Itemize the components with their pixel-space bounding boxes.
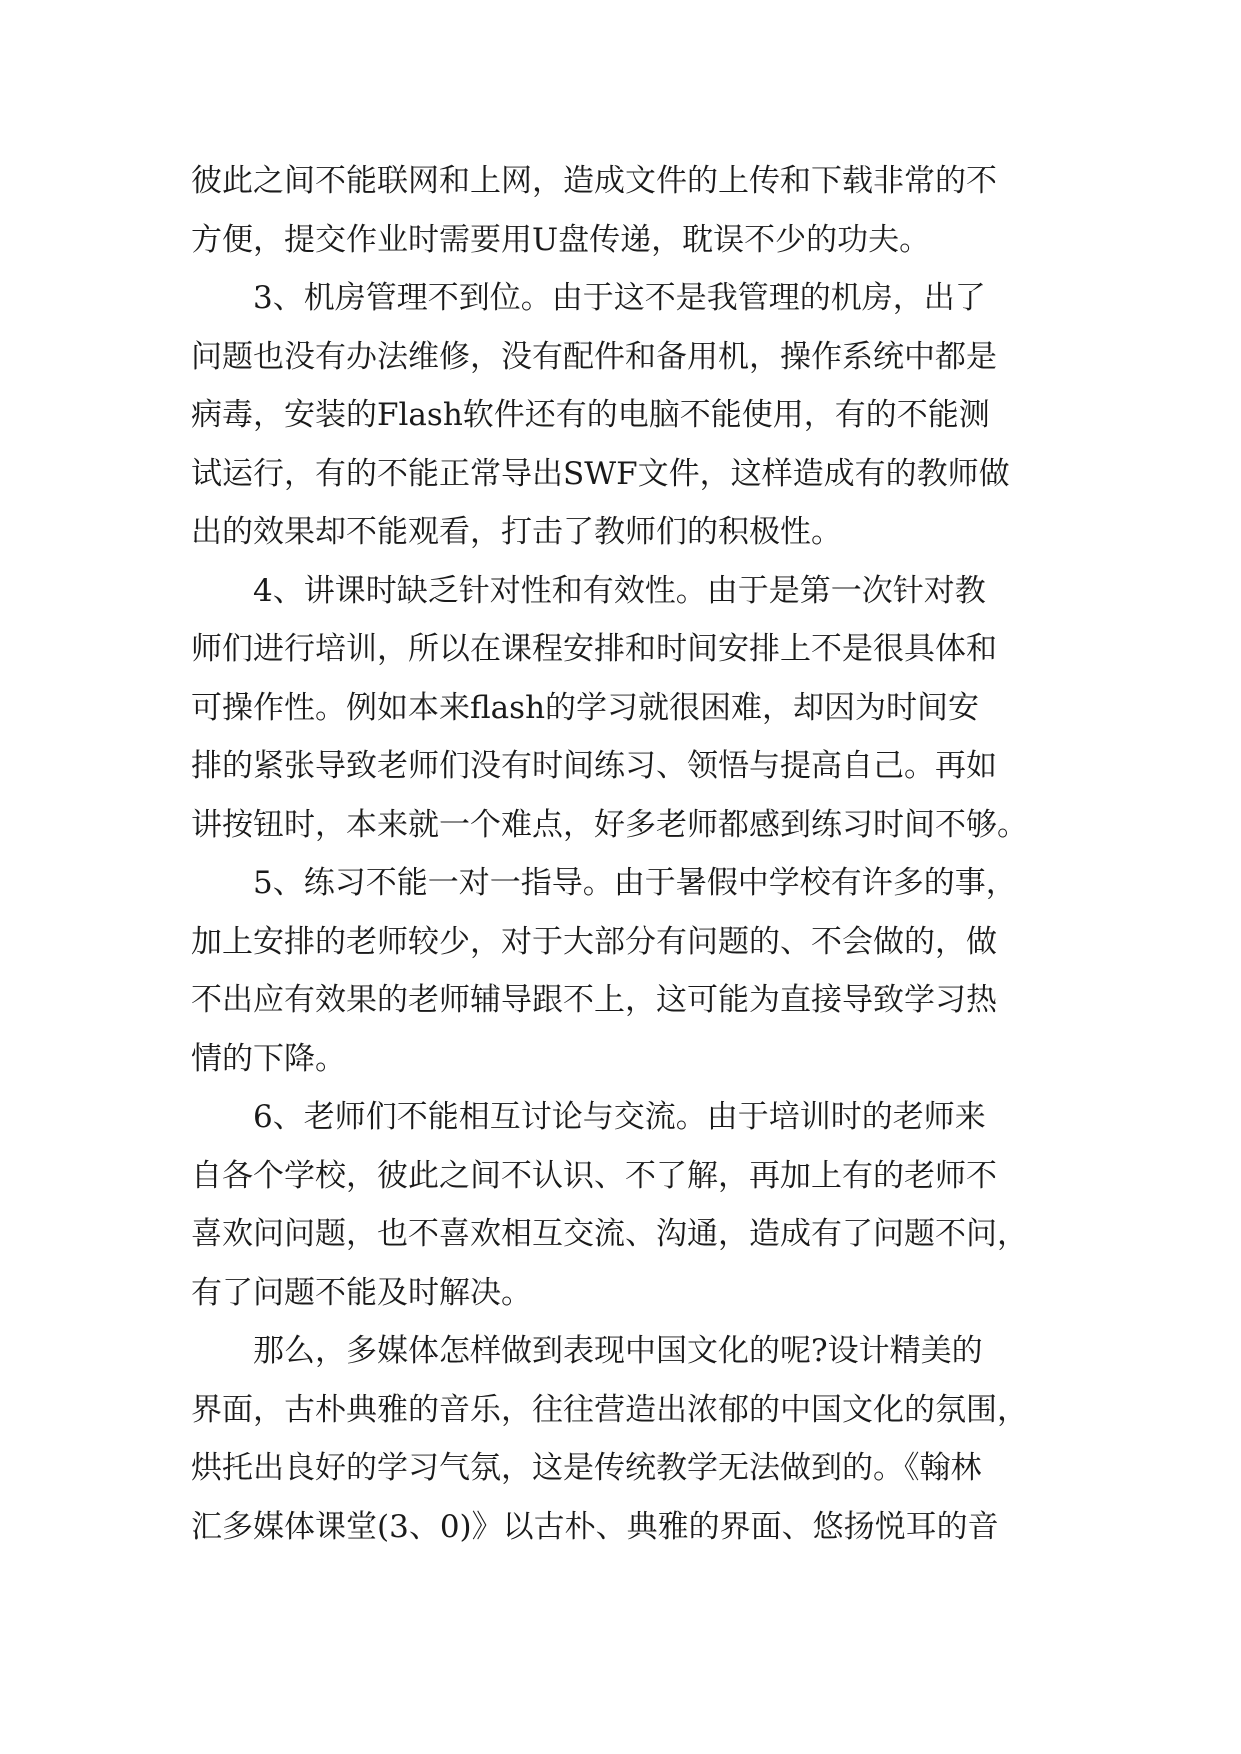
text-line: 界面，古朴典雅的音乐，往往营造出浓郁的中国文化的氛围， xyxy=(191,1391,1028,1428)
text-line: 试运行，有的不能正常导出SWF文件，这样造成有的教师做 xyxy=(191,455,1010,492)
text-line: 问题也没有办法维修，没有配件和备用机，操作系统中都是 xyxy=(191,338,997,375)
text-line: 排的紧张导致老师们没有时间练习、领悟与提高自己。再如 xyxy=(191,748,997,784)
text-line: 加上安排的老师较少，对于大部分有问题的、不会做的，做 xyxy=(191,923,997,960)
paragraph-start-line: 3、机房管理不到位。由于这不是我管理的机房，出了 xyxy=(253,280,986,316)
paragraph-start-line: 那么，多媒体怎样做到表现中国文化的呢?设计精美的 xyxy=(253,1333,983,1369)
text-line: 喜欢问问题，也不喜欢相互交流、沟通，造成有了问题不问， xyxy=(191,1216,1028,1252)
text-line: 汇多媒体课堂(3、0)》以古朴、典雅的界面、悠扬悦耳的音 xyxy=(191,1508,999,1545)
text-line: 烘托出良好的学习气氛，这是传统教学无法做到的。《翰林 xyxy=(191,1450,982,1486)
text-line: 有了问题不能及时解决。 xyxy=(191,1274,532,1311)
text-line: 师们进行培训，所以在课程安排和时间安排上不是很具体和 xyxy=(191,631,997,667)
paragraph-start-line: 6、老师们不能相互讨论与交流。由于培训时的老师来 xyxy=(253,1099,986,1135)
text-line: 自各个学校，彼此之间不认识、不了解，再加上有的老师不 xyxy=(191,1157,997,1194)
paragraph-start-line: 4、讲课时缺乏针对性和有效性。由于是第一次针对教 xyxy=(253,572,986,609)
text-line: 不出应有效果的老师辅导跟不上，这可能为直接导致学习热 xyxy=(191,982,997,1018)
text-line: 方便，提交作业时需要用U盘传递，耽误不少的功夫。 xyxy=(191,221,931,258)
text-line: 可操作性。例如本来flash的学习就很困难，却因为时间安 xyxy=(191,689,980,726)
text-line: 彼此之间不能联网和上网，造成文件的上传和下载非常的不 xyxy=(191,163,997,199)
paragraph-start-line: 5、练习不能一对一指导。由于暑假中学校有许多的事， xyxy=(253,865,1017,901)
text-line: 出的效果却不能观看，打击了教师们的积极性。 xyxy=(191,514,842,550)
text-line: 病毒，安装的Flash软件还有的电脑不能使用，有的不能测 xyxy=(191,397,990,433)
text-line: 讲按钮时，本来就一个难点，好多老师都感到练习时间不够。 xyxy=(191,806,1028,843)
document-body xyxy=(191,152,1051,1556)
text-line: 情的下降。 xyxy=(191,1040,346,1077)
